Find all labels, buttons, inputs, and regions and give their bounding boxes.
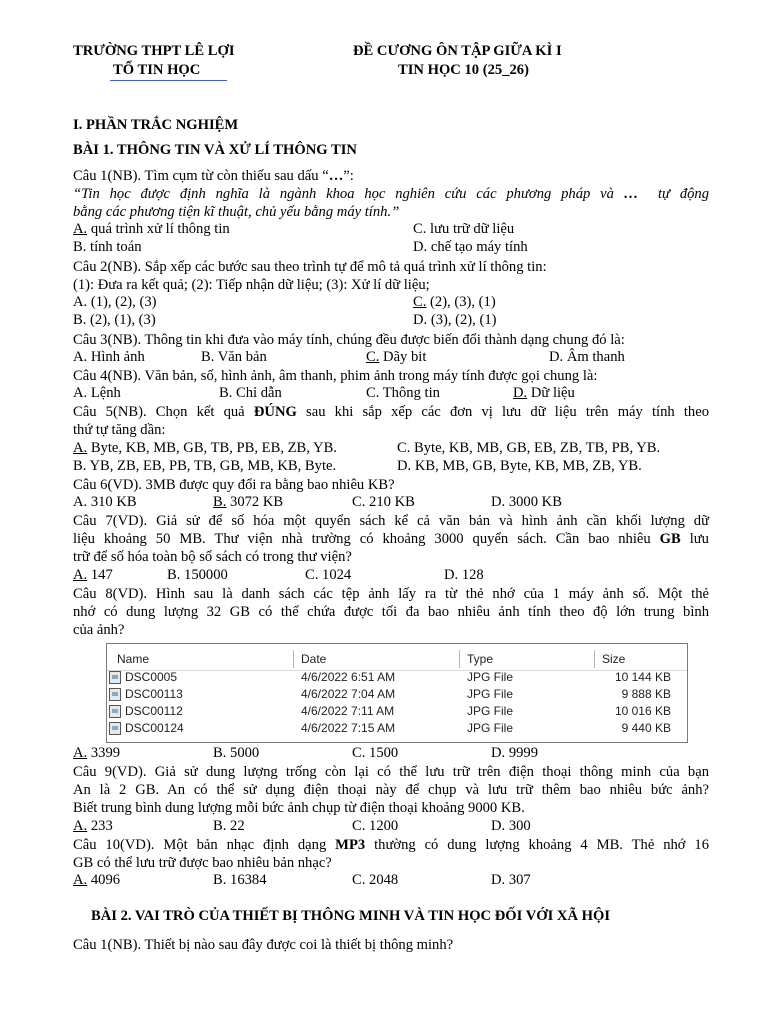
column-divider <box>594 650 595 668</box>
q6-option-c: C. 210 KB <box>352 494 415 510</box>
file-date: 4/6/2022 7:11 AM <box>301 704 395 718</box>
q4-option-b: B. Chỉ dẫn <box>219 385 282 401</box>
file-name: DSC00112 <box>125 704 183 718</box>
q8-option-c: C. 1500 <box>352 745 399 761</box>
q2-stem: Câu 2(NB). Sắp xếp các bước sau theo trình tự để mô tả quá trình xử lí thông tin: <box>73 259 547 275</box>
file-size: 10 016 KB <box>614 704 671 718</box>
q7-stem-line1: Câu 7(VD). Giả sử để số hóa một quyển sách kể cả văn bản và hình ảnh cần khối lượng dữ <box>73 513 709 529</box>
q1-option-a: A. quá trình xử lí thông tin <box>73 221 230 237</box>
q10-stem-line2: GB có thể lưu trữ được bao nhiêu bản nhạc? <box>73 855 332 871</box>
q2-option-a: A. (1), (2), (3) <box>73 294 157 310</box>
document-title: ĐỀ CƯƠNG ÔN TẬP GIỮA KÌ I <box>353 43 562 59</box>
q9-stem-line2: An là 2 GB. An có thể sử dụng điện thoại này để chụp và lưu trữ thêm bao nhiêu bức ảnh? <box>73 782 709 798</box>
column-divider <box>293 650 294 668</box>
file-date: 4/6/2022 6:51 AM <box>301 670 396 684</box>
q7-stem-line2: liệu khoảng 50 MB. Thư viện nhà trường có khoảng 3000 quyển sách. Cần bao nhiêu GB lưu <box>73 531 709 547</box>
q4-stem: Câu 4(NB). Văn bản, số, hình ảnh, âm thanh, phim ảnh trong máy tính được gọi chung là: <box>73 368 598 384</box>
lesson-2-heading: BÀI 2. VAI TRÒ CỦA THIẾT BỊ THÔNG MINH VÀ TIN HỌC ĐỐI VỚI XÃ HỘI <box>91 908 611 924</box>
q3-stem: Câu 3(NB). Thông tin khi đưa vào máy tính, chúng đều được biến đổi thành dạng chung đó là: <box>73 332 625 348</box>
column-type: Type <box>467 652 494 666</box>
lesson-2-q1-stem: Câu 1(NB). Thiết bị nào sau đây được coi là thiết bị thông minh? <box>73 937 454 953</box>
q5-stem-line2: thứ tự tăng dần: <box>73 422 166 438</box>
q1-quote-line2: bằng các phương tiện kĩ thuật, chủ yếu bằng máy tính.” <box>73 204 400 220</box>
q5-stem-line1: Câu 5(NB). Chọn kết quả ĐÚNG sau khi sắp xếp các đơn vị lưu dữ liệu trên máy tính theo <box>73 404 709 420</box>
q6-stem: Câu 6(VD). 3MB được quy đổi ra bằng bao nhiêu KB? <box>73 477 395 493</box>
q8-option-d: D. 9999 <box>491 745 539 761</box>
file-size: 9 440 KB <box>621 721 671 735</box>
q4-option-c: C. Thông tin <box>366 385 440 401</box>
q10-option-d: D. 307 <box>491 872 531 888</box>
column-size: Size <box>602 652 626 666</box>
header-underline <box>110 80 227 81</box>
file-type: JPG File <box>467 670 514 684</box>
file-size: 9 888 KB <box>621 687 671 701</box>
q5-option-d: D. KB, MB, GB, Byte, KB, MB, ZB, YB. <box>397 458 642 474</box>
q2-steps: (1): Đưa ra kết quả; (2): Tiếp nhận dữ liệu; (3): Xử lí dữ liệu; <box>73 277 430 293</box>
file-type: JPG File <box>467 687 514 701</box>
file-type: JPG File <box>467 721 514 735</box>
file-name: DSC00113 <box>125 687 183 701</box>
q2-option-d: D. (3), (2), (1) <box>413 312 497 328</box>
q7-option-c: C. 1024 <box>305 567 352 583</box>
file-name: DSC00124 <box>125 721 184 735</box>
image-file-icon <box>109 688 121 701</box>
image-file-icon <box>109 671 121 684</box>
q8-stem-line2: nhớ có dung lượng 32 GB có thể chứa được tối đa bao nhiêu ảnh tính theo độ lớn trung bình <box>73 604 709 620</box>
q3-option-c: C. Dãy bit <box>366 349 427 365</box>
file-name: DSC0005 <box>125 670 178 684</box>
q7-option-a: A. 147 <box>73 567 113 583</box>
q9-option-c: C. 1200 <box>352 818 399 834</box>
table-row <box>107 669 687 686</box>
q1-quote-line1: “Tin học được định nghĩa là ngành khoa học nghiên cứu các phương pháp và … tự động <box>73 186 710 202</box>
q8-stem-line1: Câu 8(VD). Hình sau là danh sách các tệp ảnh lấy ra từ thẻ nhớ của 1 máy ảnh số. Một thẻ <box>73 586 709 602</box>
column-name: Name <box>117 652 150 666</box>
q5-option-c: C. Byte, KB, MB, GB, EB, ZB, TB, PB, YB. <box>397 440 661 456</box>
file-size: 10 144 KB <box>614 670 671 684</box>
q10-option-c: C. 2048 <box>352 872 399 888</box>
q10-stem-line1: Câu 10(VD). Một bản nhạc định dạng MP3 thường có dung lượng khoảng 4 MB. Thẻ nhớ 16 <box>73 837 710 853</box>
q7-option-d: D. 128 <box>444 567 484 583</box>
q3-option-a: A. Hình ảnh <box>73 349 145 365</box>
q4-option-d: D. Dữ liệu <box>513 385 575 401</box>
q9-option-d: D. 300 <box>491 818 531 834</box>
table-row <box>107 686 687 703</box>
q5-option-b: B. YB, ZB, EB, PB, TB, GB, MB, KB, Byte. <box>73 458 337 474</box>
q8-stem-line3: của ảnh? <box>73 622 125 638</box>
table-row <box>107 703 687 720</box>
section-heading: I. PHẦN TRẮC NGHIỆM <box>73 117 239 133</box>
lesson-1-heading: BÀI 1. THÔNG TIN VÀ XỬ LÍ THÔNG TIN <box>73 142 357 158</box>
q9-stem-line1: Câu 9(VD). Giả sử dung lượng trống còn lại có thể lưu trữ trên điện thoại thông minh của bạn <box>73 764 709 780</box>
file-list-header <box>107 648 687 671</box>
file-date: 4/6/2022 7:04 AM <box>301 687 396 701</box>
image-file-icon <box>109 722 121 735</box>
q9-stem-line3: Biết trung bình dung lượng mỗi bức ảnh chụp từ điện thoại khoảng 9000 KB. <box>73 800 525 816</box>
column-divider <box>459 650 460 668</box>
file-list-image <box>106 643 688 743</box>
q6-option-d: D. 3000 KB <box>491 494 562 510</box>
image-file-icon <box>109 705 121 718</box>
file-type: JPG File <box>467 704 514 718</box>
subject-title: TIN HỌC 10 (25_26) <box>398 62 529 78</box>
q3-option-b: B. Văn bản <box>201 349 267 365</box>
q1-option-b: B. tính toán <box>73 239 142 255</box>
q3-option-d: D. Âm thanh <box>549 349 625 365</box>
q1-option-d: D. chế tạo máy tính <box>413 239 528 255</box>
q5-option-a: A. Byte, KB, MB, GB, TB, PB, EB, ZB, YB. <box>73 440 337 456</box>
q1-option-c: C. lưu trữ dữ liệu <box>413 221 515 237</box>
q2-option-b: B. (2), (1), (3) <box>73 312 156 328</box>
q6-option-a: A. 310 KB <box>73 494 137 510</box>
table-row <box>107 720 687 737</box>
q2-option-c: C. (2), (3), (1) <box>413 294 496 310</box>
q9-option-a: A. 233 <box>73 818 113 834</box>
department-name: TỔ TIN HỌC <box>113 62 201 78</box>
q4-option-a: A. Lệnh <box>73 385 121 401</box>
q7-stem-line3: trữ để số hóa toàn bộ số sách có trong thư viện? <box>73 549 352 565</box>
q9-option-b: B. 22 <box>213 818 245 834</box>
q7-option-b: B. 150000 <box>167 567 228 583</box>
q8-option-b: B. 5000 <box>213 745 260 761</box>
q1-stem: Câu 1(NB). Tìm cụm từ còn thiếu sau dấu “…”: <box>73 168 354 184</box>
q6-option-b: B. 3072 KB <box>213 494 284 510</box>
q10-option-b: B. 16384 <box>213 872 267 888</box>
q8-option-a: A. 3399 <box>73 745 121 761</box>
file-date: 4/6/2022 7:15 AM <box>301 721 396 735</box>
q10-option-a: A. 4096 <box>73 872 121 888</box>
school-name: TRƯỜNG THPT LÊ LỢI <box>73 43 235 59</box>
column-date: Date <box>301 652 327 666</box>
